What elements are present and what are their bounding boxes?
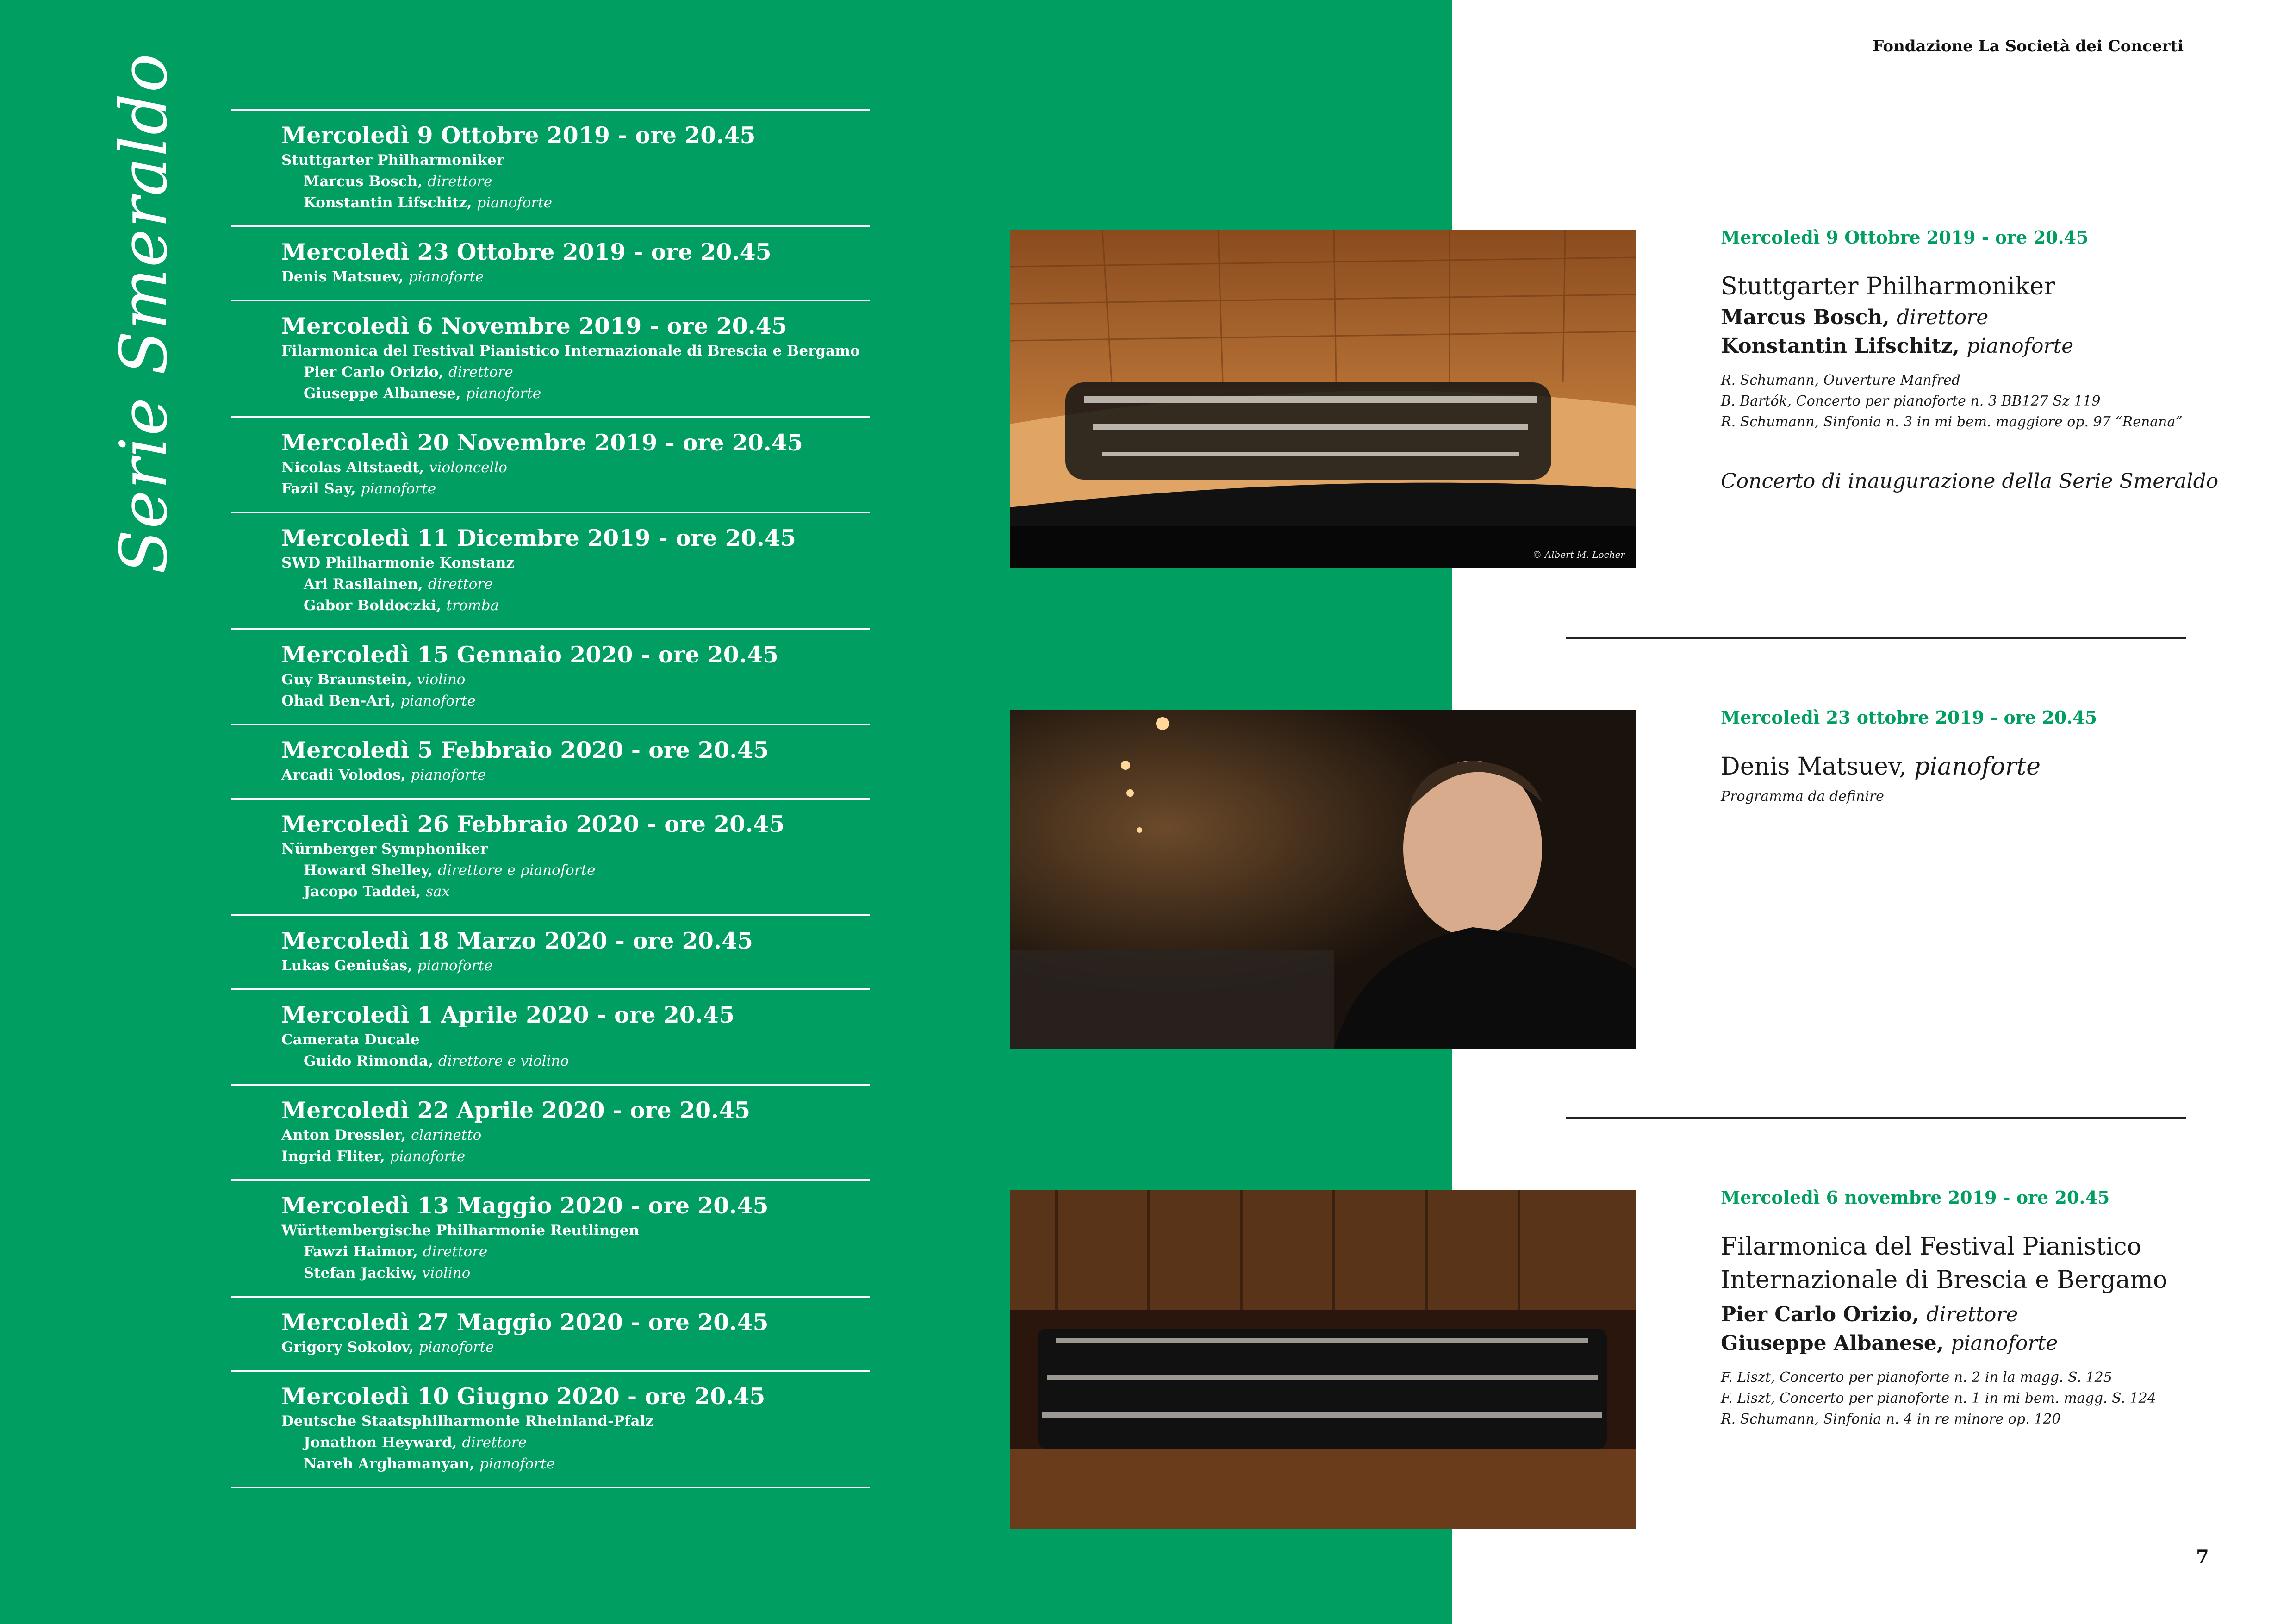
performer-name: Stuttgarter Philharmoniker [281, 152, 504, 169]
performer-name: Konstantin Lifschitz, [304, 194, 477, 211]
entry-date: Mercoledì 26 Febbraio 2020 - ore 20.45 [281, 811, 785, 837]
performer-name: Marcus Bosch, [304, 173, 428, 190]
performer-line [281, 171, 870, 192]
performer-role: pianoforte [408, 269, 484, 285]
performer-line [281, 1453, 870, 1474]
concert-date: Mercoledì 6 novembre 2019 - ore 20.45 [1721, 1187, 2110, 1208]
schedule-entry [231, 798, 870, 914]
performer-role: direttore e pianoforte [438, 862, 596, 879]
performer-role: direttore e violino [438, 1053, 569, 1069]
performer-name: Ingrid Fliter, [281, 1148, 390, 1165]
performer-name: Lukas Geniušas, [281, 957, 417, 974]
soloist-line: Denis Matsuev, pianoforte [1721, 753, 2041, 781]
performer-line [281, 478, 870, 500]
photo-credit: © Albert M. Locher [1532, 549, 1625, 560]
entry-date: Mercoledì 18 Marzo 2020 - ore 20.45 [281, 927, 753, 954]
performer-role: pianoforte [400, 693, 476, 709]
performer-line [281, 881, 870, 902]
schedule-list [231, 109, 870, 1488]
entry-date: Mercoledì 22 Aprile 2020 - ore 20.45 [281, 1097, 751, 1124]
entry-date: Mercoledì 27 Maggio 2020 - ore 20.45 [281, 1309, 769, 1336]
schedule-entry [231, 225, 870, 300]
performer-name: Grigory Sokolov, [281, 1339, 419, 1355]
performer-name: Gabor Boldoczki, [304, 597, 447, 614]
schedule-entry [231, 1296, 870, 1370]
performer-role: pianoforte [466, 385, 541, 402]
performer-line [281, 595, 870, 616]
program-list: R. Schumann, Ouverture Manfred B. Bartók, Concerto per pianoforte n. 3 BB127 Sz 119 R. Schumann, Sinfonia n. 3 in mi bem. maggiore op. 97 “Renana” [1721, 372, 2183, 430]
entry-date: Mercoledì 6 Novembre 2019 - ore 20.45 [281, 312, 787, 339]
schedule-entry [231, 628, 870, 724]
section-divider [1566, 1117, 2186, 1119]
performer-line [281, 1337, 870, 1358]
performer-line [281, 1124, 870, 1146]
performer-role: pianoforte [477, 194, 553, 211]
performer-line [281, 266, 870, 287]
performer-line: Giuseppe Albanese, pianoforte [1721, 1331, 2058, 1355]
performer-line [281, 838, 870, 860]
performer-role: direttore [462, 1434, 527, 1451]
schedule-entry [231, 512, 870, 628]
performer-line [281, 1241, 870, 1262]
orchestra-hall-photo [1010, 230, 1636, 568]
performer-name: Ohad Ben-Ari, [281, 693, 401, 709]
performer-name: Nürnberger Symphoniker [281, 841, 488, 857]
performer-name: Württembergische Philharmonie Reutlingen [281, 1222, 640, 1239]
orchestra-stage-photo [1010, 1190, 1636, 1529]
schedule-entry [231, 300, 870, 416]
performer-line: Konstantin Lifschitz, pianoforte [1721, 334, 2074, 358]
performer-line [281, 764, 870, 786]
performer-line [281, 1050, 870, 1072]
performer-name: Nareh Arghamanyan, [304, 1455, 480, 1472]
program-list: F. Liszt, Concerto per pianoforte n. 2 in la magg. S. 125 F. Liszt, Concerto per pianoforte n. 1 in mi bem. magg. S. 124 R. Schumann, Sinfonia n. 4 in re minore op. 120 [1721, 1369, 2156, 1427]
program-list: Programma da definire [1721, 788, 1884, 805]
entry-date: Mercoledì 23 Ottobre 2019 - ore 20.45 [281, 238, 772, 265]
performer-name: Deutsche Staatsphilharmonie Rheinland-Pfalz [281, 1413, 653, 1430]
section-divider [1566, 637, 2186, 639]
performer-role: pianoforte [417, 957, 493, 974]
performer-line [281, 574, 870, 595]
performer-line: Pier Carlo Orizio, direttore [1721, 1303, 2018, 1326]
schedule-entry [231, 914, 870, 988]
performer-name: SWD Philharmonie Konstanz [281, 555, 515, 571]
performer-line [281, 690, 870, 712]
performer-role: violino [417, 671, 466, 688]
performer-name: Stefan Jackiw, [304, 1265, 422, 1281]
performer-name: Jonathon Heyward, [304, 1434, 462, 1451]
performer-line [281, 362, 870, 383]
featured-concert-1 [1721, 227, 2219, 493]
pianist-portrait-photo [1010, 710, 1636, 1049]
performer-role: direttore [427, 173, 492, 190]
entry-date: Mercoledì 1 Aprile 2020 - ore 20.45 [281, 1001, 735, 1028]
performer-line [281, 1146, 870, 1167]
ensemble-name: Filarmonica del Festival Pianistico Internazionale di Brescia e Bergamo [1721, 1233, 2168, 1294]
publisher-header: Fondazione La Società dei Concerti [1873, 37, 2184, 56]
performer-line [281, 340, 870, 362]
schedule-entry [231, 109, 870, 225]
performer-name: Anton Dressler, [281, 1127, 411, 1143]
concert-date: Mercoledì 23 ottobre 2019 - ore 20.45 [1721, 707, 2097, 728]
performer-name: Fawzi Haimor, [304, 1243, 423, 1260]
performer-role: pianoforte [418, 1339, 494, 1355]
performer-name: Jacopo Taddei, [304, 883, 426, 900]
schedule-entry [231, 1370, 870, 1488]
schedule-entry [231, 988, 870, 1084]
entry-date: Mercoledì 20 Novembre 2019 - ore 20.45 [281, 429, 803, 456]
schedule-entry [231, 724, 870, 798]
performer-line [281, 1220, 870, 1241]
performer-name: Pier Carlo Orizio, [304, 364, 449, 381]
featured-concert-2 [1721, 707, 2207, 807]
performer-role: pianoforte [390, 1148, 466, 1165]
performer-role: clarinetto [411, 1127, 482, 1143]
performer-name: Guy Braunstein, [281, 671, 417, 688]
entry-date: Mercoledì 5 Febbraio 2020 - ore 20.45 [281, 737, 769, 763]
performer-name: Camerata Ducale [281, 1031, 420, 1048]
performer-role: sax [426, 883, 450, 900]
performer-line [281, 1432, 870, 1453]
performer-role: violoncello [429, 459, 507, 476]
series-title: Serie Smeraldo [106, 52, 182, 574]
entry-date: Mercoledì 11 Dicembre 2019 - ore 20.45 [281, 525, 796, 551]
schedule-entry [231, 1179, 870, 1296]
entry-date: Mercoledì 10 Giugno 2020 - ore 20.45 [281, 1383, 765, 1410]
performer-name: Filarmonica del Festival Pianistico Internazionale di Brescia e Bergamo [281, 343, 860, 359]
performer-line [281, 860, 870, 881]
performer-name: Denis Matsuev, [281, 269, 409, 285]
performer-name: Ari Rasilainen, [304, 576, 428, 593]
performer-name: Giuseppe Albanese, [304, 385, 466, 402]
performer-line: Marcus Bosch, direttore [1721, 306, 1989, 329]
performer-line [281, 955, 870, 976]
performer-line [281, 1029, 870, 1050]
performer-line [281, 457, 870, 478]
performer-role: pianoforte [411, 767, 486, 783]
performer-name: Fazil Say, [281, 481, 361, 497]
performer-role: violino [422, 1265, 471, 1281]
performer-role: direttore [423, 1243, 488, 1260]
performer-line [281, 669, 870, 690]
performer-line [281, 1411, 870, 1432]
schedule-entry [231, 1084, 870, 1179]
performer-name: Guido Rimonda, [304, 1053, 438, 1069]
performer-role: pianoforte [479, 1455, 555, 1472]
performer-line [281, 552, 870, 574]
performer-line [281, 150, 870, 171]
performer-name: Arcadi Volodos, [281, 767, 411, 783]
performer-name: Howard Shelley, [304, 862, 438, 879]
performer-role: direttore [428, 576, 493, 593]
performer-line [281, 1262, 870, 1284]
entry-date: Mercoledì 15 Gennaio 2020 - ore 20.45 [281, 641, 779, 668]
performer-role: tromba [446, 597, 499, 614]
concert-date: Mercoledì 9 Ottobre 2019 - ore 20.45 [1721, 227, 2089, 248]
schedule-entry [231, 416, 870, 512]
concert-note: Concerto di inaugurazione della Serie Smeraldo [1721, 469, 2219, 493]
performer-role: direttore [448, 364, 513, 381]
performer-line [281, 383, 870, 404]
performer-name: Nicolas Altstaedt, [281, 459, 429, 476]
performer-line [281, 192, 870, 213]
page-number: 7 [2196, 1546, 2209, 1568]
entry-date: Mercoledì 13 Maggio 2020 - ore 20.45 [281, 1192, 769, 1219]
entry-date: Mercoledì 9 Ottobre 2019 - ore 20.45 [281, 122, 756, 149]
performer-role: pianoforte [361, 481, 436, 497]
ensemble-name: Stuttgarter Philharmoniker [1721, 273, 2055, 300]
featured-concert-3 [1721, 1187, 2207, 1430]
